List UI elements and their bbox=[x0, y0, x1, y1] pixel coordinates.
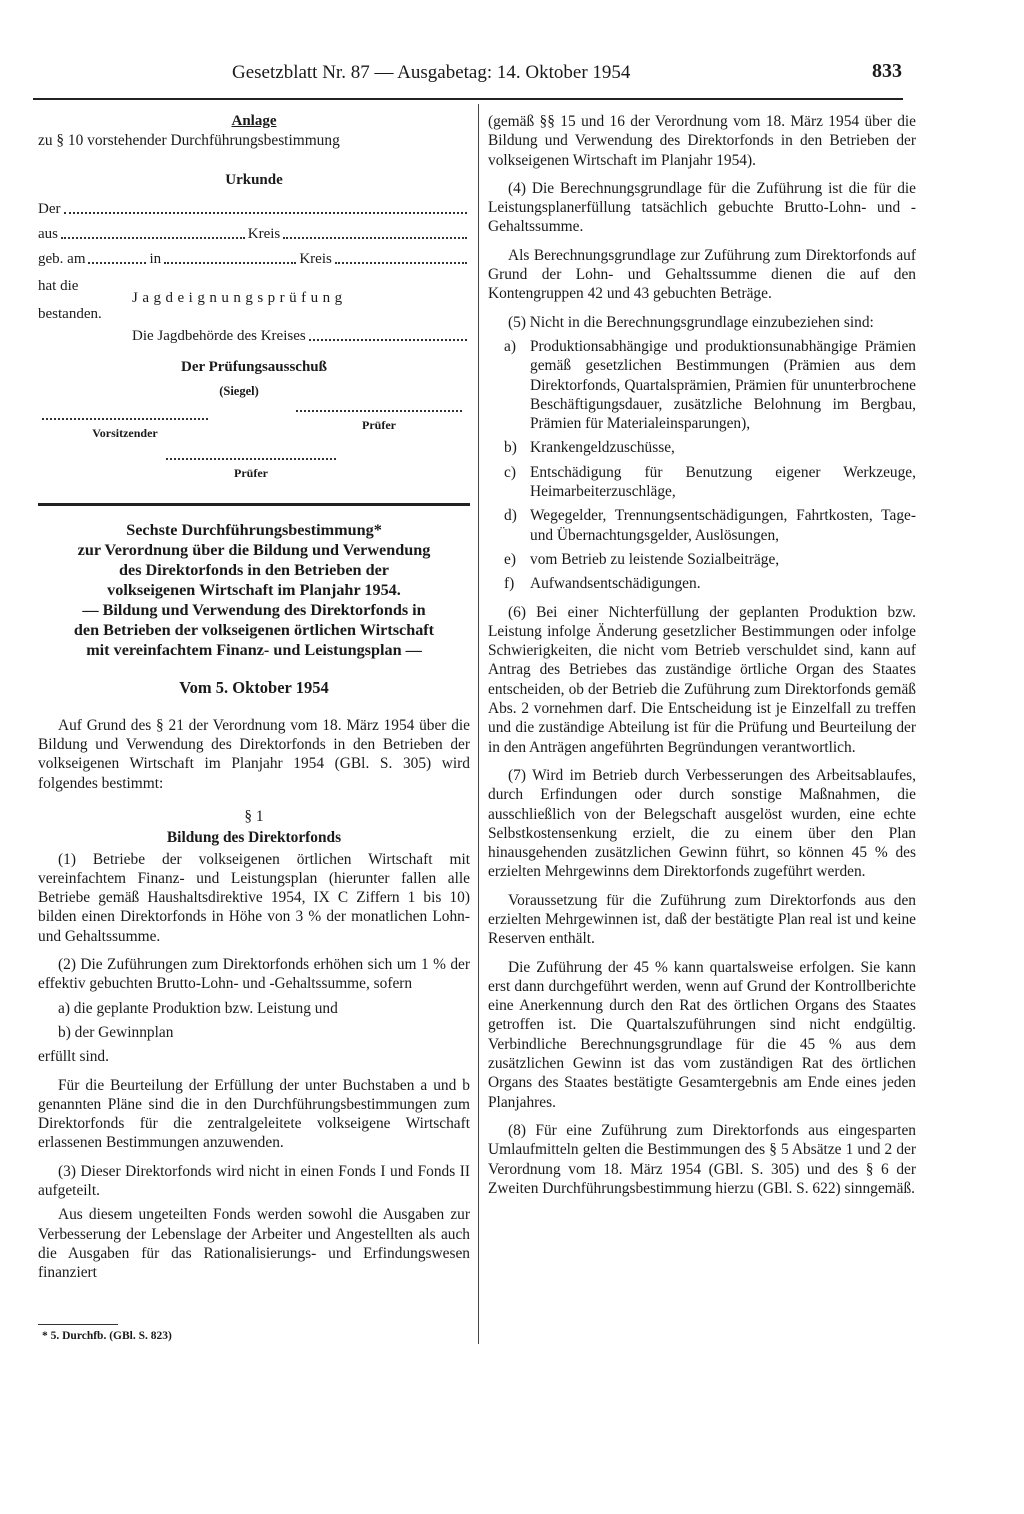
title-line: des Direktorfonds in den Betrieben der bbox=[119, 561, 389, 580]
header-rule bbox=[33, 98, 903, 100]
title-line: — Bildung und Verwendung des Direktorfonds in bbox=[82, 601, 426, 620]
signature-line[interactable] bbox=[166, 457, 336, 460]
signature-pruefer-2 bbox=[166, 457, 336, 483]
list-item-text: Produktionsabhängige und produktionsunabhängige Prämien gemäß gesetzlichen Bestimmungen (Prämien aus dem Direktorfonds, Quartalsprämien, Prämien für ununterbrochene Beschäftigungsdauer, zusätzliche Belohnung im Bergbau, Prämien für Materialeinsparungen), bbox=[530, 337, 916, 433]
form-row-der bbox=[38, 194, 470, 219]
right-column bbox=[488, 112, 916, 1198]
list-item bbox=[504, 463, 916, 502]
list-item bbox=[504, 438, 916, 457]
signature-label-pruefer-2: Prüfer bbox=[234, 466, 268, 481]
list-item-label: e) bbox=[504, 550, 516, 568]
paragraph-7b: Voraussetzung für die Zuführung zum Direktorfonds aus den erzielten Mehrgewinnen ist, daß der bestätigte Plan real ist und keine Reserven enthält. bbox=[488, 891, 916, 948]
form-label-hat-die: hat die bbox=[38, 277, 79, 294]
list-item-label: c) bbox=[504, 463, 516, 481]
paragraph-4b: Als Berechnungsgrundlage zur Zuführung zum Direktorfonds auf Grund der Lohn- und Gehaltssumme dienen die auf den Kontengruppen 42 und 43 gebuchten Beträge. bbox=[488, 246, 916, 303]
form-row-behoerde bbox=[38, 321, 470, 346]
title-line: den Betrieben der volkseigenen örtlichen Wirtschaft bbox=[73, 621, 435, 640]
title-line: mit vereinfachtem Finanz- und Leistungsplan — bbox=[86, 641, 422, 660]
list-item bbox=[504, 337, 916, 433]
behoerde-label: Die Jagdbehörde des Kreises bbox=[132, 327, 306, 344]
intro-paragraph: Auf Grund des § 21 der Verordnung vom 18. März 1954 über die Bildung und Verwendung des Direktorfonds in den Betrieben der volkseigenen Wirtschaft im Planjahr 1954 (GBl. S. 305) wird folgendes bestimmt: bbox=[38, 716, 470, 792]
header-text: Gesetzblatt Nr. 87 — Ausgabetag: 14. Oktober 1954 bbox=[232, 62, 631, 83]
form-row-aus bbox=[38, 219, 470, 244]
pruefung-name: Jagdeignungsprüfung bbox=[132, 289, 347, 306]
paragraph-8: (8) Für eine Zuführung zum Direktorfonds aus eingesparten Umlaufmitteln gelten die Bestimmungen des § 5 Absätze 1 und 2 der Verordnung vom 18. März 1954 (GBl. S. 305) und des § 6 der Zweiten Durchführungsbestimmung hierzu (GBl. S. 622) sinngemäß. bbox=[488, 1121, 916, 1197]
form-row-geb bbox=[38, 244, 470, 269]
anlage-title: Anlage bbox=[231, 113, 277, 129]
form-label-bestanden: bestanden. bbox=[38, 305, 102, 322]
signature-line[interactable] bbox=[42, 417, 208, 420]
form-field-behoerde[interactable] bbox=[309, 338, 467, 341]
section-rule bbox=[38, 503, 470, 506]
form-field-der[interactable] bbox=[64, 211, 468, 214]
list-item-label: f) bbox=[504, 575, 515, 593]
form-label-geb-am: geb. am bbox=[38, 250, 86, 267]
form-label-in: in bbox=[149, 250, 162, 267]
list-item bbox=[504, 574, 916, 593]
paragraph-4: (4) Die Berechnungsgrundlage für die Zuführung ist die für die Leistungsplanerfüllung tatsächlich gebuchte Brutto-Lohn- und -Gehaltssumme. bbox=[488, 179, 916, 236]
footnote: * 5. Durchfb. (GBl. S. 823) bbox=[42, 1330, 172, 1342]
form-label-kreis-2: Kreis bbox=[299, 250, 332, 267]
exclusion-list bbox=[488, 337, 916, 594]
paragraph-title: Bildung des Direktorfonds bbox=[166, 829, 342, 847]
form-label-der: Der bbox=[38, 200, 61, 217]
signature-vorsitzender bbox=[42, 417, 208, 443]
form-label-kreis: Kreis bbox=[247, 225, 281, 242]
paragraph-2c: erfüllt sind. bbox=[38, 1048, 109, 1066]
list-item-text: Entschädigung für Benutzung eigener Werkzeuge, Heimarbeiterzuschläge, bbox=[530, 463, 916, 501]
paragraph-2: (2) Die Zuführungen zum Direktorfonds erhöhen sich um 1 % der effektiv gebuchten Brutto-Lohn- und -Gehaltssumme, sofern bbox=[38, 956, 470, 993]
page-header bbox=[232, 62, 902, 90]
paragraph-number: § 1 bbox=[244, 807, 264, 825]
paragraph-continuation: (gemäß §§ 15 und 16 der Verordnung vom 18. März 1954 über die Bildung und Verwendung des Direktorfonds in den Betrieben der volkseigenen Wirtschaft im Planjahr 1954). bbox=[488, 113, 916, 169]
document-title bbox=[38, 520, 470, 660]
form-field-kreis-2[interactable] bbox=[335, 261, 467, 264]
title-line: zur Verordnung über die Bildung und Verwendung bbox=[77, 541, 431, 560]
paragraph-2b: b) der Gewinnplan bbox=[58, 1023, 174, 1041]
list-item-text: vom Betrieb zu leistende Sozialbeiträge, bbox=[530, 550, 780, 568]
signature-line[interactable] bbox=[296, 409, 462, 412]
signature-label-pruefer-1: Prüfer bbox=[362, 418, 396, 433]
signature-row-2 bbox=[38, 451, 470, 491]
document-date: Vom 5. Oktober 1954 bbox=[179, 678, 329, 698]
list-item bbox=[504, 550, 916, 569]
paragraph-7c: Die Zuführung der 45 % kann quartalsweise erfolgen. Sie kann erst dann durchgeführt werden, wenn auf Grund der Kontrollberichte eine Anerkennung durch den Rat des örtlichen Organs des Staates getroffen ist. Die Quartalszuführungen sind nicht endgültig. Verbindliche Berechnungsgrundlage für die 45 % aus dem zusätzlichen Gewinn ist das vom zuständigen Rat des örtlichen Organs des Staates bestätigte Gesamtergebnis am Ende eines jeden Planjahres. bbox=[488, 958, 916, 1111]
form-label-aus: aus bbox=[38, 225, 58, 242]
urkunde-title: Urkunde bbox=[225, 171, 283, 188]
signature-label-vorsitzender: Vorsitzender bbox=[92, 426, 158, 441]
paragraph-3: (3) Dieser Direktorfonds wird nicht in einen Fonds I und Fonds II aufgeteilt. bbox=[38, 1162, 470, 1200]
signature-row bbox=[38, 409, 470, 451]
list-item-text: Wegegelder, Trennungsentschädigungen, Fahrtkosten, Tage- und Übernachtungsgelder, Auslösungen, bbox=[530, 507, 916, 544]
title-line: Sechste Durchführungsbestimmung* bbox=[126, 521, 382, 540]
anlage-subtitle: zu § 10 vorstehender Durchführungsbestimmung bbox=[38, 132, 340, 150]
left-column bbox=[38, 112, 470, 1283]
paragraph-6: (6) Bei einer Nichterfüllung der geplanten Produktion bzw. Leistung infolge Änderung gesetzlicher Bestimmungen oder infolge Schwierigkeiten, die nicht vom Betrieb verschuldet sind, kann auf Antrag des Betriebes das zuständige örtliche Organ des Staates entscheiden, ob der Betrieb die Zuführung zum Direktorfonds gemäß Abs. 2 vornehmen darf. Die Entscheidung ist je Einzelfall zu treffen und die zuständige Abteilung ist für die Prüfung und Beurteilung der in den Anträgen angeführten Begründungen verantwortlich. bbox=[488, 603, 916, 756]
form-field-in[interactable] bbox=[164, 261, 296, 264]
paragraph-7: (7) Wird im Betrieb durch Verbesserungen des Arbeitsablaufes, durch Erfindungen oder durch sonstige Maßnahmen, die ausschließlich von der Belegschaft ausgelöst wurden, eine echte Selbstkostensenkung erzielt, die zu einem über den Plan hinausgehenden zusätzlichen Gewinn führt, so können 45 % des erzielten Mehrgewinns dem Direktorfonds zugeführt werden. bbox=[488, 766, 916, 881]
list-item-text: Aufwandsentschädigungen. bbox=[530, 575, 701, 593]
page-number: 833 bbox=[872, 60, 902, 82]
signature-pruefer-1 bbox=[296, 409, 462, 435]
siegel-label: (Siegel) bbox=[219, 384, 259, 399]
list-item bbox=[504, 506, 916, 545]
paragraph-2a: a) die geplante Produktion bzw. Leistung und bbox=[58, 999, 338, 1017]
list-item-label: b) bbox=[504, 439, 517, 457]
footnote-rule bbox=[38, 1324, 118, 1325]
title-line: volkseigenen Wirtschaft im Planjahr 1954. bbox=[107, 581, 401, 600]
paragraph-2d: Für die Beurteilung der Erfüllung der unter Buchstaben a und b genannten Pläne sind die in den Durchführungsbestimmungen zum Direktorfonds für die zentralgeleitete volkseigene Wirtschaft erlassenen Bestimmungen anzuwenden. bbox=[38, 1076, 470, 1152]
list-item-label: a) bbox=[504, 337, 516, 355]
list-item-label: d) bbox=[504, 507, 517, 525]
ausschuss-label: Der Prüfungsausschuß bbox=[180, 358, 327, 375]
form-field-aus[interactable] bbox=[61, 236, 245, 239]
form-field-geb-am[interactable] bbox=[88, 261, 146, 264]
form-field-kreis[interactable] bbox=[283, 236, 467, 239]
paragraph-1: (1) Betriebe der volkseigenen örtlichen Wirtschaft mit vereinfachtem Finanz- und Leistungsplan (hierunter fallen alle Betriebe gemäß Haushaltsdirektive 1954, IX C Ziffern 1 bis 10) bilden einen Direktorfonds in Höhe von 3 % der monatlichen Lohn- und Gehaltssumme. bbox=[38, 850, 470, 945]
paragraph-3b: Aus diesem ungeteilten Fonds werden sowohl die Ausgaben zur Verbesserung der Lebenslage der Arbeiter und Angestellten als auch die Ausgaben für das Rationalisierungs- und Erfindungswesen finanziert bbox=[38, 1206, 470, 1282]
column-divider bbox=[478, 104, 479, 1344]
list-item-text: Krankengeldzuschüsse, bbox=[530, 439, 675, 457]
paragraph-5: (5) Nicht in die Berechnungsgrundlage einzubeziehen sind: bbox=[508, 313, 874, 331]
